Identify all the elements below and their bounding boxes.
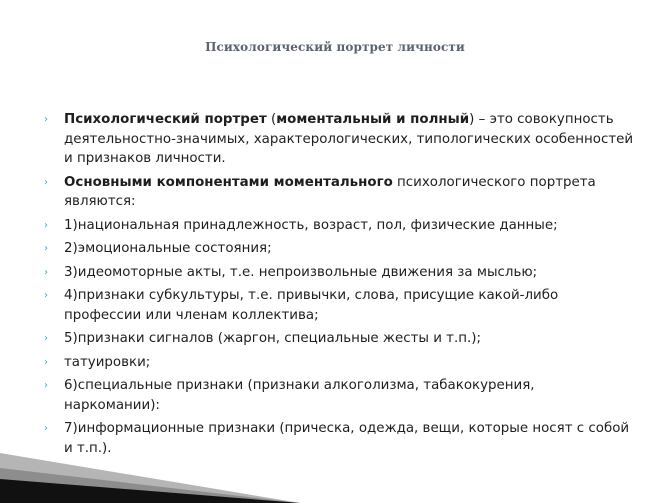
list-item: [44, 173, 634, 212]
bullet-icon: ›: [44, 380, 48, 391]
item-text: 2)эмоциональные состояния;: [64, 241, 272, 256]
item-text: 7)информационные признаки (прическа, одежда, вещи, которые носят с собой и т.п.).: [64, 421, 630, 456]
list-item: [44, 376, 634, 415]
list-item: [44, 239, 634, 259]
slide-title: Психологический портрет личности: [205, 40, 465, 54]
item-text: 1)национальная принадлежность, возраст, пол, физические данные;: [64, 217, 558, 233]
bullet-icon: ›: [44, 333, 48, 344]
bullet-icon: ›: [44, 176, 48, 188]
item-text: 4)признаки субкультуры, т.е. привычки, слова, присущие какой-либо профессии или членам коллектива;: [64, 288, 559, 323]
list-item: [44, 110, 634, 169]
term-bold: моментальный и полный: [276, 112, 470, 127]
item-text: ) – это совокупность деятельностно-значимых, характерологических, типологических особенностей и признаков личности.: [64, 112, 634, 166]
term-bold: Основными компонентами моментального: [64, 174, 393, 190]
bullet-list: [44, 110, 634, 462]
bullet-icon: ›: [44, 266, 48, 278]
term-bold: Психологический портрет: [64, 112, 267, 127]
bullet-icon: ›: [44, 243, 48, 254]
item-text: 6)специальные признаки (признаки алкоголизма, табакокурения, наркомании):: [64, 378, 535, 413]
bullet-icon: ›: [44, 219, 48, 231]
item-text: 5)признаки сигналов (жаргон, специальные жесты и т.п.);: [64, 331, 481, 346]
bullet-icon: ›: [44, 114, 48, 125]
item-text: 3)идеомоторные акты, т.е. непроизвольные движения за мыслью;: [64, 264, 538, 280]
bullet-icon: ›: [44, 290, 48, 301]
item-text: (: [266, 112, 277, 127]
corner-decoration: [0, 413, 300, 503]
list-item: [44, 286, 634, 325]
bullet-icon: ›: [44, 356, 48, 368]
list-item: [44, 329, 634, 349]
item-text: татуировки;: [64, 354, 151, 370]
item-text: психологического портрета являются:: [64, 174, 596, 209]
bullet-icon: ›: [44, 423, 48, 434]
list-item: [44, 263, 634, 283]
list-item: [44, 216, 634, 236]
list-item: [44, 353, 634, 373]
